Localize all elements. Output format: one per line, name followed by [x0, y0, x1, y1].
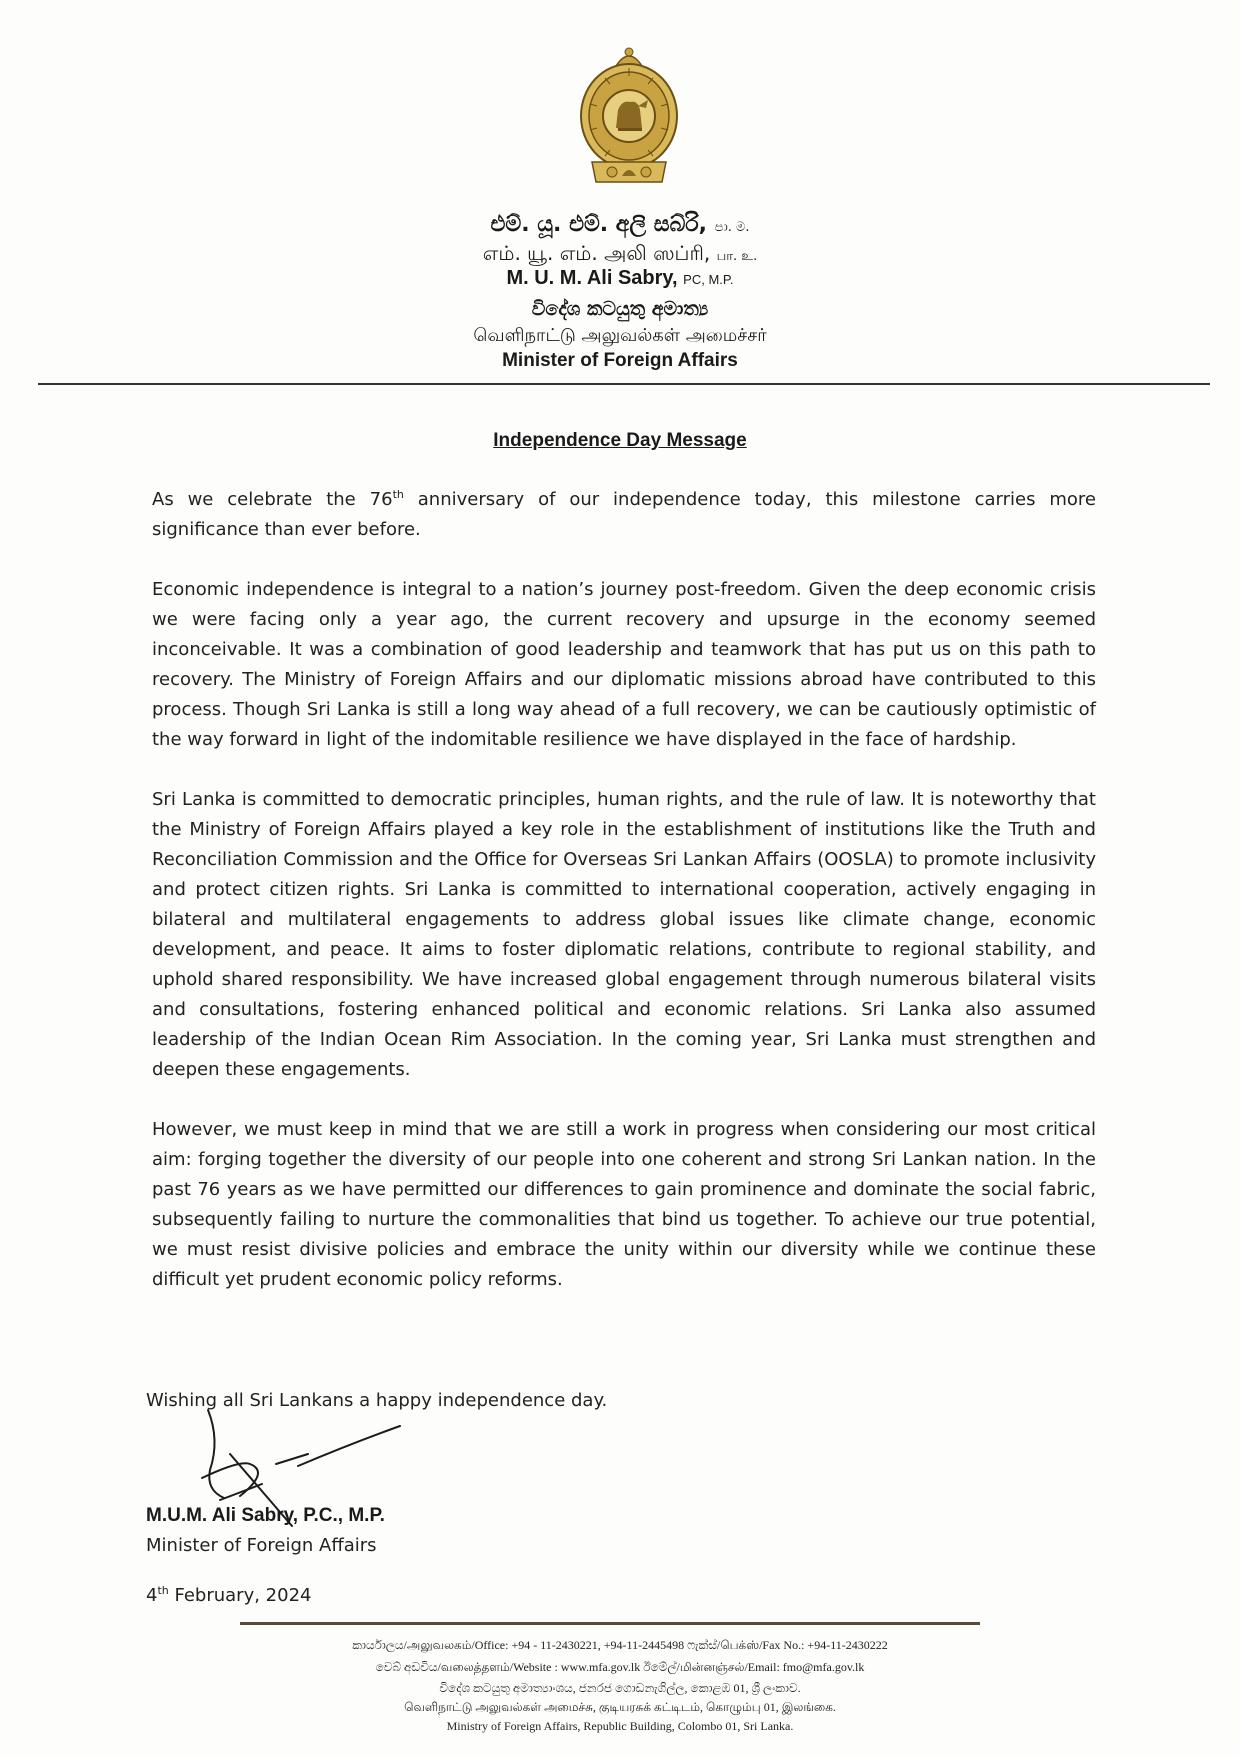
letterhead-title-tamil: வெளிநாட்டு அலுவல்கள் அமைச்சர் [473, 325, 767, 346]
paragraph-1: As we celebrate the 76th anniversary of our independence today, this milestone carries more significance than ever before. [152, 488, 1097, 540]
letterhead-title-english: Minister of Foreign Affairs [502, 350, 738, 371]
footer-address-english: Ministry of Foreign Affairs, Republic Building, Colombo 01, Sri Lanka. [446, 1719, 794, 1733]
signer-name: M.U.M. Ali Sabry, P.C., M.P. [146, 1505, 385, 1526]
letterhead-name-tamil: எம். யூ. எம். அலி ஸப்ரி, பா. உ. [482, 241, 758, 265]
footer-divider [240, 1622, 980, 1625]
footer-address-tamil: வெளிநாட்டு அலுவல்கள் அமைச்சு, குடியரசுக் கட்டிடம், கொழும்பு 01, இலங்கை. [404, 1700, 836, 1714]
paragraph-4: However, we must keep in mind that we are still a work in progress when considering our most critical aim: forging together the diversity of our people into one coherent and strong Sri Lankan nation. In the past 76 years as we have permitted our differences to gain prominence and dominate the social fabric, subsequently failing to nurture the commonalities that bind us together. To achieve our true potential, we must resist divisive policies and embrace the unity within our diversity while we continue these difficult yet prudent economic policy reforms. [152, 1119, 1096, 1290]
message-heading: Independence Day Message [493, 430, 747, 451]
letterhead-name-english: M. U. M. Ali Sabry, PC, M.P. [506, 267, 734, 289]
national-emblem-icon [578, 44, 680, 194]
letterhead-divider [38, 383, 1210, 385]
closing-line: Wishing all Sri Lankans a happy independence day. [146, 1390, 608, 1411]
letterhead-name-sinhala: එම්. යූ. එම්. අලි සබ්රි, පා. ම. [490, 212, 750, 237]
letter-date: 4th February, 2024 [146, 1584, 312, 1606]
footer-contact-web: වෙබ් අඩවිය/வலைத்தளம்/Website : www.mfa.gov.lk ඊමේල්/மின்னஞ்சல்/Email: fmo@mfa.gov.lk [375, 1660, 865, 1674]
letterhead-title-sinhala: විදේශ කටයුතු අමාත්‍ය [531, 298, 709, 320]
signer-title: Minister of Foreign Affairs [146, 1535, 377, 1556]
footer-address-sinhala: විදේශ කටයුතු අමාත්‍යාංශය, ජනරජ ගොඩනැගිල්ල, කොළඹ 01, ශ්‍රී ලංකාව. [439, 1681, 801, 1695]
paragraph-2: Economic independence is integral to a nation’s journey post-freedom. Given the deep economic crisis we were facing only a year ago, the current recovery and upsurge in the economy seemed inconceivable. It was a combination of good leadership and teamwork that has put us on this path to recovery. The Ministry of Foreign Affairs and our diplomatic missions abroad have contributed to this process. Though Sri Lanka is still a long way ahead of a full recovery, we can be cautiously optimistic of the way forward in light of the indomitable resilience we have displayed in the face of hardship. [152, 579, 1096, 750]
footer-contact-phone: කාර්යාලය/அலுவலகம்/Office: +94 - 11-2430221, +94-11-2445498 ෆැක්ස්/பெக்ஸ்/Fax No.: +94-11-2430222 [352, 1638, 888, 1652]
paragraph-3: Sri Lanka is committed to democratic principles, human rights, and the rule of law. It is noteworthy that the Ministry of Foreign Affairs played a key role in the establishment of institutions like the Truth and Reconciliation Commission and the Office for Overseas Sri Lankan Affairs (OOSLA) to promote inclusivity and protect citizen rights. Sri Lanka is committed to international cooperation, actively engaging in bilateral and multilateral engagements to address global issues like climate change, economic development, and peace. It aims to foster diplomatic relations, contribute to regional stability, and uphold shared responsibility. We have increased global engagement through numerous bilateral visits and consultations, fostering enhanced political and economic relations. Sri Lanka also assumed leadership of the Indian Ocean Rim Association. In the coming year, Sri Lanka must strengthen and deepen these engagements. [152, 789, 1096, 1080]
message-body [152, 485, 1096, 1325]
